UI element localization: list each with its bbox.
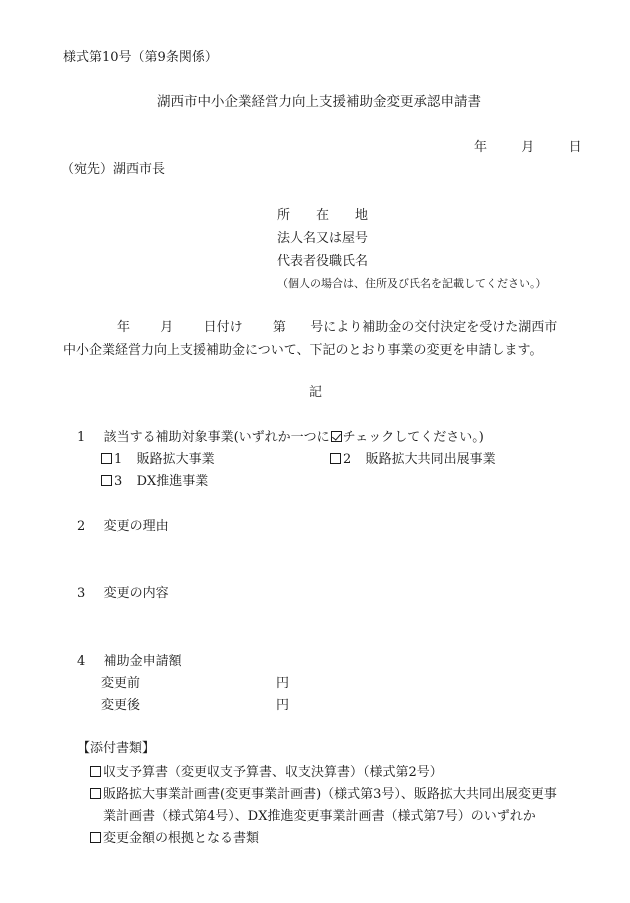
section-1-heading-pre: 該当する補助対象事業(いずれか一つに xyxy=(103,430,330,445)
form-number: 様式第10号（第9条関係） xyxy=(63,50,218,65)
attachment-item-1[interactable] xyxy=(90,766,443,779)
checkbox-icon[interactable] xyxy=(101,475,112,486)
ref-dated: 日付け xyxy=(203,320,243,335)
amount-after-label: 変更後 xyxy=(101,698,141,713)
date-year: 年 xyxy=(474,140,488,155)
date-month: 月 xyxy=(521,140,535,155)
section-2-number: 2 xyxy=(77,519,86,534)
body-line-1 xyxy=(117,321,557,334)
attachment-item-1-label: 収支予算書（変更収支予算書、収支決算書）（様式第2号） xyxy=(103,765,443,780)
attachments-heading: 【添付書類】 xyxy=(77,741,156,756)
option-2[interactable] xyxy=(330,453,496,466)
section-2-heading xyxy=(77,520,169,533)
body-line-2: 中小企業経営力向上支援補助金について、下記のとおり事業の変更を申請します。 xyxy=(63,343,543,358)
address-label: 所 在 地 xyxy=(277,208,369,223)
section-4-heading xyxy=(77,655,182,668)
addressee: （宛先）湖西市長 xyxy=(61,162,166,177)
section-3-heading xyxy=(77,587,169,600)
attachment-item-3[interactable] xyxy=(90,832,259,845)
section-1-number: 1 xyxy=(77,430,86,445)
checkbox-icon[interactable] xyxy=(90,832,101,843)
body-line-1-tail: 号により補助金の交付決定を受けた湖西市 xyxy=(310,320,558,335)
section-3-title: 変更の内容 xyxy=(103,586,169,601)
section-2-title: 変更の理由 xyxy=(103,519,169,534)
option-2-number: 2 xyxy=(343,452,352,467)
corp-name-label: 法人名又は屋号 xyxy=(277,231,369,246)
representative-label: 代表者役職氏名 xyxy=(277,254,369,269)
checked-box-icon xyxy=(331,431,342,442)
amount-after-unit: 円 xyxy=(276,698,290,713)
attachment-item-2-continuation: 業計画書（様式第4号）、DX推進変更事業計画書（様式第7号）のいずれか xyxy=(103,809,536,824)
checkbox-icon[interactable] xyxy=(90,788,101,799)
option-3-number: 3 xyxy=(114,474,123,489)
checkbox-icon[interactable] xyxy=(90,766,101,777)
option-1[interactable] xyxy=(101,453,215,466)
attachment-item-2[interactable] xyxy=(90,788,557,801)
option-1-label: 販路拡大事業 xyxy=(136,452,215,467)
ref-number-prefix: 第 xyxy=(272,320,286,335)
individual-note: （個人の場合は、住所及び氏名を記載してください。） xyxy=(277,277,547,290)
section-4-title: 補助金申請額 xyxy=(103,654,182,669)
section-4-number: 4 xyxy=(77,654,86,669)
attachment-item-2-label: 販路拡大事業計画書(変更事業計画書)（様式第3号）、販路拡大共同出展変更事 xyxy=(103,787,557,802)
section-1-heading xyxy=(77,431,484,444)
document-title: 湖西市中小企業経営力向上支援補助金変更承認申請書 xyxy=(157,94,481,110)
date-day: 日 xyxy=(568,140,582,155)
ref-month: 月 xyxy=(160,320,174,335)
ki-heading: 記 xyxy=(309,385,323,400)
option-1-number: 1 xyxy=(114,452,123,467)
checkbox-icon[interactable] xyxy=(330,453,341,464)
option-3-label: DX推進事業 xyxy=(136,474,209,489)
checkbox-icon[interactable] xyxy=(101,453,112,464)
option-2-label: 販路拡大共同出展事業 xyxy=(365,452,496,467)
ref-year: 年 xyxy=(117,320,131,335)
date-line xyxy=(474,141,582,154)
section-1-heading-post: チェックしてください。) xyxy=(342,430,484,445)
amount-before-unit: 円 xyxy=(276,676,290,691)
option-3[interactable] xyxy=(101,475,208,488)
amount-before-label: 変更前 xyxy=(101,676,141,691)
attachment-item-3-label: 変更金額の根拠となる書類 xyxy=(103,831,260,846)
section-3-number: 3 xyxy=(77,586,86,601)
